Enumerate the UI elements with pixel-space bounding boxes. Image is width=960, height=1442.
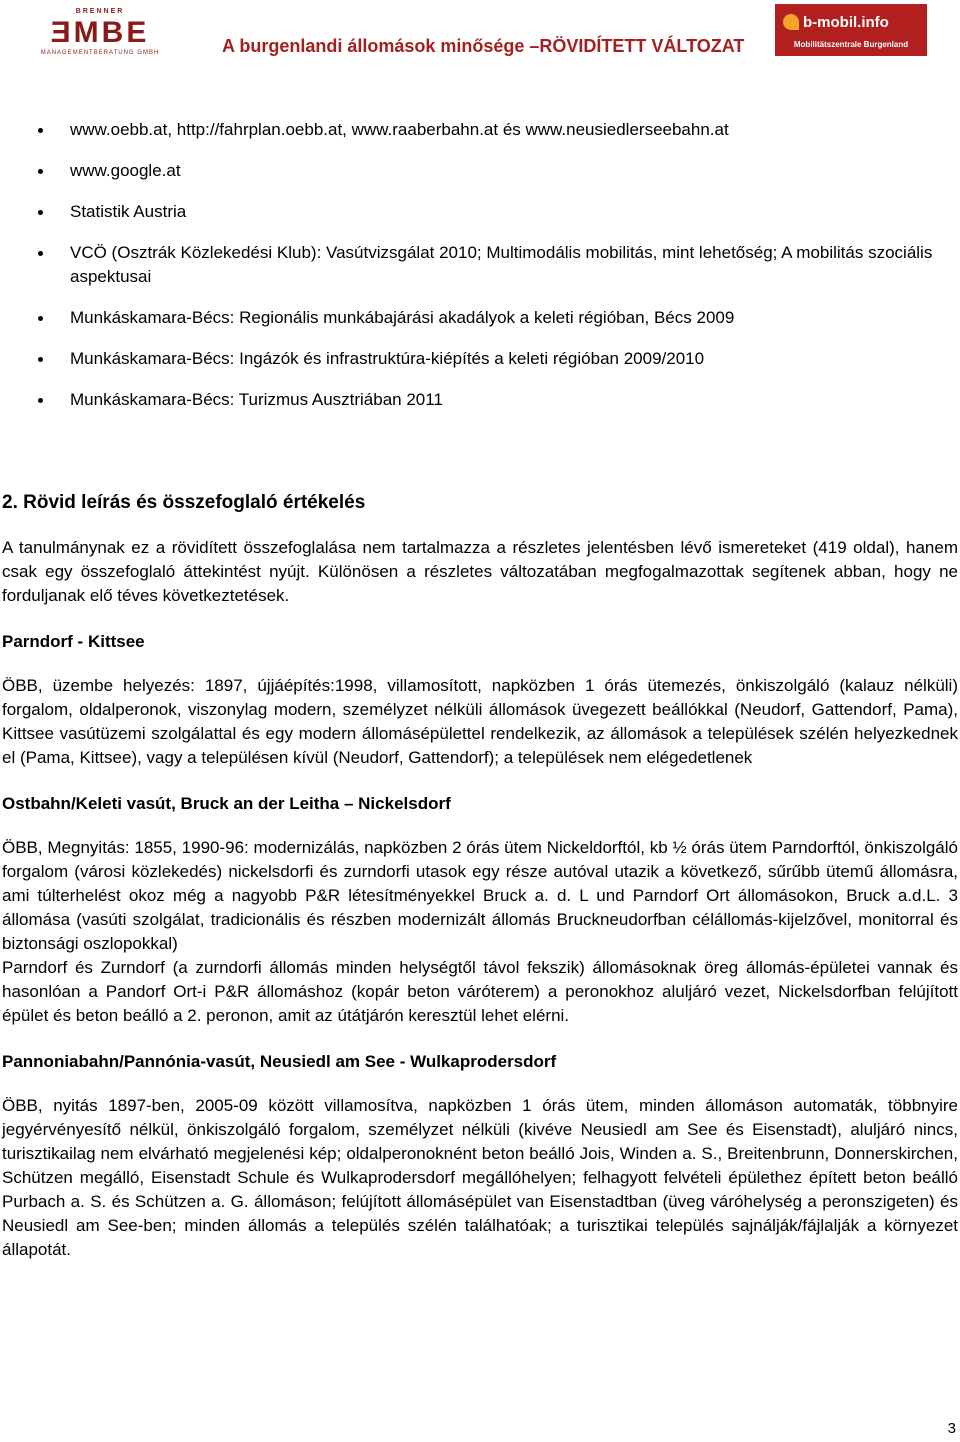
source-item [0,241,960,289]
bullet-icon [38,210,43,215]
source-text: www.google.at [70,161,181,180]
sources-list [0,118,960,429]
source-item [0,159,960,183]
parndorf-paragraph: ÖBB, üzembe helyezés: 1897, újjáépítés:1998, villamosított, napközben 1 órás ütemezés, önkiszolgáló (kalauz nélküli) forgalom, oldalperonok, viszonylag modern, személyzet nélküli állomások üvegezett beállókkal (Neudorf, Gattendorf, Pama), Kittsee vasútüzemi szolgálattal és egy modern állomásépülettel rendelkezik, az állomások a települések szélén helyezkednek el (Pama, Kittsee), vagy a településen kívül (Neudorf, Gattendorf); a települések nem elégedetlenek [2,676,958,767]
bmbe-logo-mark: ƎMBE [50,16,150,49]
source-item [0,200,960,224]
bmbe-logo-top: BRENNER [75,8,125,15]
section-heading: 2. Rövid leírás és összefoglaló értékelés [2,492,366,513]
source-text: Munkáskamara-Bécs: Turizmus Ausztriában 2011 [70,390,443,409]
pannonia-heading: Pannoniabahn/Pannónia-vasút, Neusiedl am See - Wulkaprodersdorf [2,1052,557,1071]
source-item [0,118,960,142]
page-number: 3 [947,1420,956,1437]
ostbahn-paragraph-2: Parndorf és Zurndorf (a zurndorfi állomás minden helységtől távol fekszik) állomásoknak öreg állomás-épületei vannak és hasonlóan a Pandorf Ort-i P&R állomáshoz (kopár beton váróterem) a peronokhoz aluljáró vezet, Nickelsdorfban felújított épület és beton beálló a 2. peronon, amit az útátjárón keresztül lehet elérni. [2,958,958,1025]
ostbahn-heading: Ostbahn/Keleti vasút, Bruck an der Leitha – Nickelsdorf [2,794,451,813]
ostbahn-paragraph-1: ÖBB, Megnyitás: 1855, 1990-96: modernizálás, napközben 2 órás ütem Nickeldorftól, kb ½ órás ütem Parndorftól, önkiszolgáló forgalom (városi közlekedés) nickelsdorfi és zurndorfi utasok egy része autóval utazik a következő, sűrűbb ütemű állomásra, ami túlterhelést okoz még a nagyobb P&R létesítményekkel Bruck a. d. L und Parndorf Ort állomásokon, Bruck a.d.L. 3 állomása (vasúti szolgálat, tradicionális és részben modernizált állomás Bruckneudorfban célállomás-kijelzővel, monitorral és biztonsági oszlopokkal) [2,838,958,953]
source-text: Statistik Austria [70,202,187,221]
bmbe-logo-sub: MANAGEMENTBERATUNG GMBH [40,50,160,56]
bmobil-swoosh-icon [783,14,799,30]
source-item [0,347,960,371]
source-item [0,306,960,330]
bmobil-logo-tag: Mobilitätszentrale Burgenland [793,40,909,49]
parndorf-heading: Parndorf - Kittsee [2,632,145,651]
source-item [0,388,960,412]
source-text: Munkáskamara-Bécs: Ingázók és infrastruktúra-kiépítés a keleti régióban 2009/2010 [70,349,705,368]
intro-paragraph: A tanulmánynak ez a rövidített összefoglalása nem tartalmazza a részletes jelentésben lévő ismereteket (419 oldal), hanem csak egy összefoglaló áttekintést nyújt. Különösen a részletes változatában megfogalmazottak segítenek abban, hogy ne forduljanak elő téves következtetések. [2,538,958,605]
bmobil-logo [775,4,927,56]
pannonia-paragraph: ÖBB, nyitás 1897-ben, 2005-09 között villamosítva, napközben 1 órás ütem, minden állomáson automaták, többnyire jegyérvényesítő nélkül, önkiszolgáló forgalom, személyzet nélküli (kivéve Neusiedl am See és Eisenstadt), aluljáró nincs, turisztikailag nem elvárható megjelenési kép; oldalperonoknént beton beálló Jois, Winden a. S., Breitenbrunn, Donnerskirchen, Schützen megálló, Eisenstadt Schule és Wulkaprodersdorf megállóhelyen; felhagyott felvételi épülethez épített beton beálló Purbach a. S. és Schützen a. G. állomáson; felújított állomásépület van Eisenstadtban (üveg váróhelység a peronszigeten) és Neusiedl am See-ben; minden állomás a település szélén találhatóak; a turisztikai település sajnálják/fájlalják a környezet állapotát. [2,1096,958,1259]
page-header [0,0,960,70]
bullet-icon [38,357,43,362]
header-title: A burgenlandi állomások minősége –RÖVIDÍTETT VÁLTOZAT [222,36,745,56]
bullet-icon [38,316,43,321]
bullet-icon [38,398,43,403]
bullet-icon [38,251,43,256]
bullet-icon [38,128,43,133]
main-content [2,490,958,1284]
source-text: www.oebb.at, http://fahrplan.oebb.at, www.raaberbahn.at és www.neusiedlerseebahn.at [70,120,729,139]
bullet-icon [38,169,43,174]
bmobil-logo-mark: b-mobil.info [803,14,889,31]
bmbe-logo [30,8,170,58]
source-text: Munkáskamara-Bécs: Regionális munkábajárási akadályok a keleti régióban, Bécs 2009 [70,308,735,327]
source-text: VCÖ (Osztrák Közlekedési Klub): Vasútvizsgálat 2010; Multimodális mobilitás, mint lehetőség; A mobilitás szociális aspektusai [70,243,933,286]
